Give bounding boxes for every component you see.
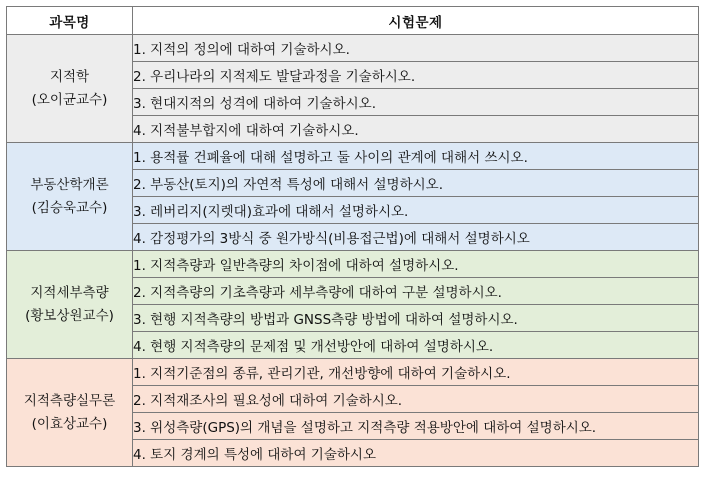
subject-cell xyxy=(7,35,133,143)
subject-professor: (오이균교수) xyxy=(31,91,108,108)
question-cell: 4. 지적불부합지에 대하여 기술하시오. xyxy=(133,116,699,143)
table-row xyxy=(7,251,699,278)
header-row xyxy=(7,7,699,35)
question-cell: 4. 현행 지적측량의 문제점 및 개선방안에 대하여 설명하시오. xyxy=(133,332,699,359)
subject-cell xyxy=(7,251,133,359)
question-cell: 3. 위성측량(GPS)의 개념을 설명하고 지적측량 적용방안에 대하여 설명하시오. xyxy=(133,413,699,440)
header-questions: 시험문제 xyxy=(133,7,699,35)
subject-professor: (김승욱교수) xyxy=(31,199,108,216)
question-cell: 3. 현대지적의 성격에 대하여 기술하시오. xyxy=(133,89,699,116)
question-cell: 2. 지적재조사의 필요성에 대하여 기술하시오. xyxy=(133,386,699,413)
subject-name: 지적세부측량 xyxy=(30,284,109,301)
question-cell: 3. 현행 지적측량의 방법과 GNSS측량 방법에 대하여 설명하시오. xyxy=(133,305,699,332)
question-cell: 1. 지적기준점의 종류, 관리기관, 개선방향에 대하여 기술하시오. xyxy=(133,359,699,386)
question-cell: 4. 토지 경계의 특성에 대하여 기술하시오 xyxy=(133,440,699,467)
exam-table xyxy=(6,6,699,467)
subject-professor: (황보상원교수) xyxy=(25,307,114,324)
question-cell: 1. 지적측량과 일반측량의 차이점에 대하여 설명하시오. xyxy=(133,251,699,278)
table-row xyxy=(7,143,699,170)
subject-name: 지적측량실무론 xyxy=(23,392,116,409)
question-cell: 4. 감정평가의 3방식 중 원가방식(비용접근법)에 대해서 설명하시오 xyxy=(133,224,699,251)
subject-cell xyxy=(7,143,133,251)
question-cell: 1. 용적률 건폐율에 대해 설명하고 둘 사이의 관계에 대해서 쓰시오. xyxy=(133,143,699,170)
header-subject: 과목명 xyxy=(7,7,133,35)
question-cell: 2. 지적측량의 기초측량과 세부측량에 대하여 구분 설명하시오. xyxy=(133,278,699,305)
subject-name: 부동산학개론 xyxy=(30,176,109,193)
question-cell: 1. 지적의 정의에 대하여 기술하시오. xyxy=(133,35,699,62)
subject-name: 지적학 xyxy=(49,68,90,85)
question-cell: 2. 부동산(토지)의 자연적 특성에 대해서 설명하시오. xyxy=(133,170,699,197)
table-row xyxy=(7,35,699,62)
subject-professor: (이효상교수) xyxy=(31,415,108,432)
subject-cell xyxy=(7,359,133,467)
question-cell: 3. 레버리지(지렛대)효과에 대해서 설명하시오. xyxy=(133,197,699,224)
question-cell: 2. 우리나라의 지적제도 발달과정을 기술하시오. xyxy=(133,62,699,89)
table-row xyxy=(7,359,699,386)
